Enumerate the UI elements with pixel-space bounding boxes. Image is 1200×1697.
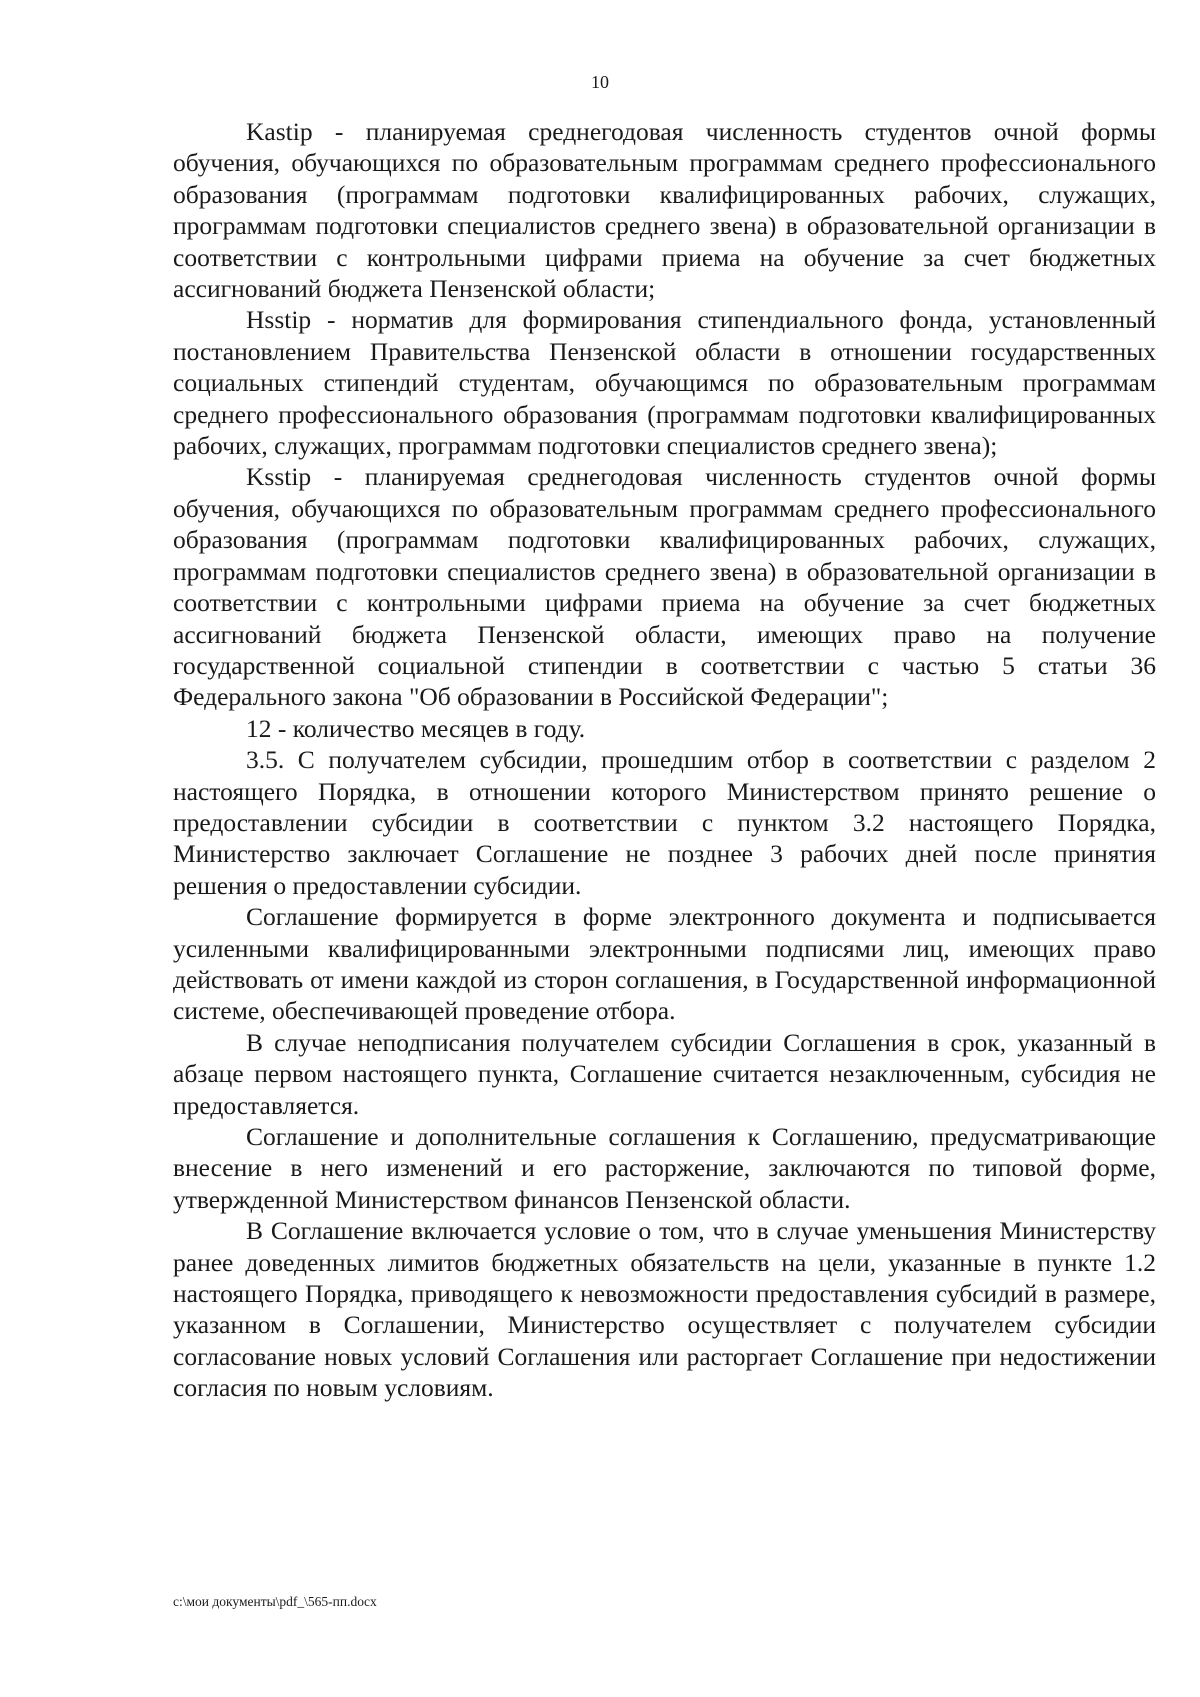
document-body [173,116,1156,1404]
footer-file-path: c:\мои документы\pdf_\565-пп.docx [173,1594,377,1609]
paragraph-electronic-agreement: Соглашение формируется в форме электронного документа и подписывается усиленными квалифицированными электронными подписями лиц, имеющих право действовать от имени каждой из сторон соглашения, в Государственной информационной системе, обеспечивающей проведение отбора. [173,902,1156,1026]
paragraph-limits-reduction: В Соглашение включается условие о том, что в случае уменьшения Министерству ранее доведенных лимитов бюджетных обязательств на цели, указанные в пункте 1.2 настоящего Порядка, приводящего к невозможности предоставления субсидий в размере, указанном в Соглашении, Министерство осуществляет с получателем субсидии согласование новых условий Соглашения или расторгает Соглашение при недостижении согласия по новым условиям. [173,1216,1156,1403]
page-number: 10 [591,72,609,92]
paragraph-kastip-definition: Kastip - планируемая среднегодовая численность студентов очной формы обучения, обучающихся по образовательным программам среднего профессионального образования (программам подготовки квалифицированных рабочих, служащих, программам подготовки специалистов среднего звена) в образовательной организации в соответствии с контрольными цифрами приема на обучение за счет бюджетных ассигнований бюджета Пензенской области; [173,117,1156,304]
paragraph-standard-form: Соглашение и дополнительные соглашения к Соглашению, предусматривающие внесение в него изменений и его расторжение, заключаются по типовой форме, утвержденной Министерством финансов Пензенской области. [173,1122,1156,1214]
paragraph-clause-3-5: 3.5. С получателем субсидии, прошедшим отбор в соответствии с разделом 2 настоящего Порядка, в отношении которого Министерством принято решение о предоставлении субсидии в соответствии с пунктом 3.2 настоящего Порядка, Министерство заключает Соглашение не позднее 3 рабочих дней после принятия решения о предоставлении субсидии. [173,745,1156,900]
paragraph-ksstip-definition: Ksstip - планируемая среднегодовая численность студентов очной формы обучения, обучающихся по образовательным программам среднего профессионального образования (программам подготовки квалифицированных рабочих, служащих, программам подготовки специалистов среднего звена) в образовательной организации в соответствии с контрольными цифрами приема на обучение за счет бюджетных ассигнований бюджета Пензенской области, имеющих право на получение государственной социальной стипендии в соответствии с частью 5 статьи 36 Федерального закона "Об образовании в Российской Федерации"; [173,462,1156,712]
paragraph-non-signing: В случае неподписания получателем субсидии Соглашения в срок, указанный в абзаце первом настоящего пункта, Соглашение считается незаключенным, субсидия не предоставляется. [173,1027,1156,1120]
paragraph-months-count: 12 - количество месяцев в году. [246,713,586,743]
paragraph-hsstip-definition: Hsstip - норматив для формирования стипендиального фонда, установленный постановлением Правительства Пензенской области в отношении государственных социальных стипендий студентам, обучающимся по образовательным программам среднего профессионального образования (программам подготовки квалифицированных рабочих, служащих, программам подготовки специалистов среднего звена); [173,305,1156,461]
